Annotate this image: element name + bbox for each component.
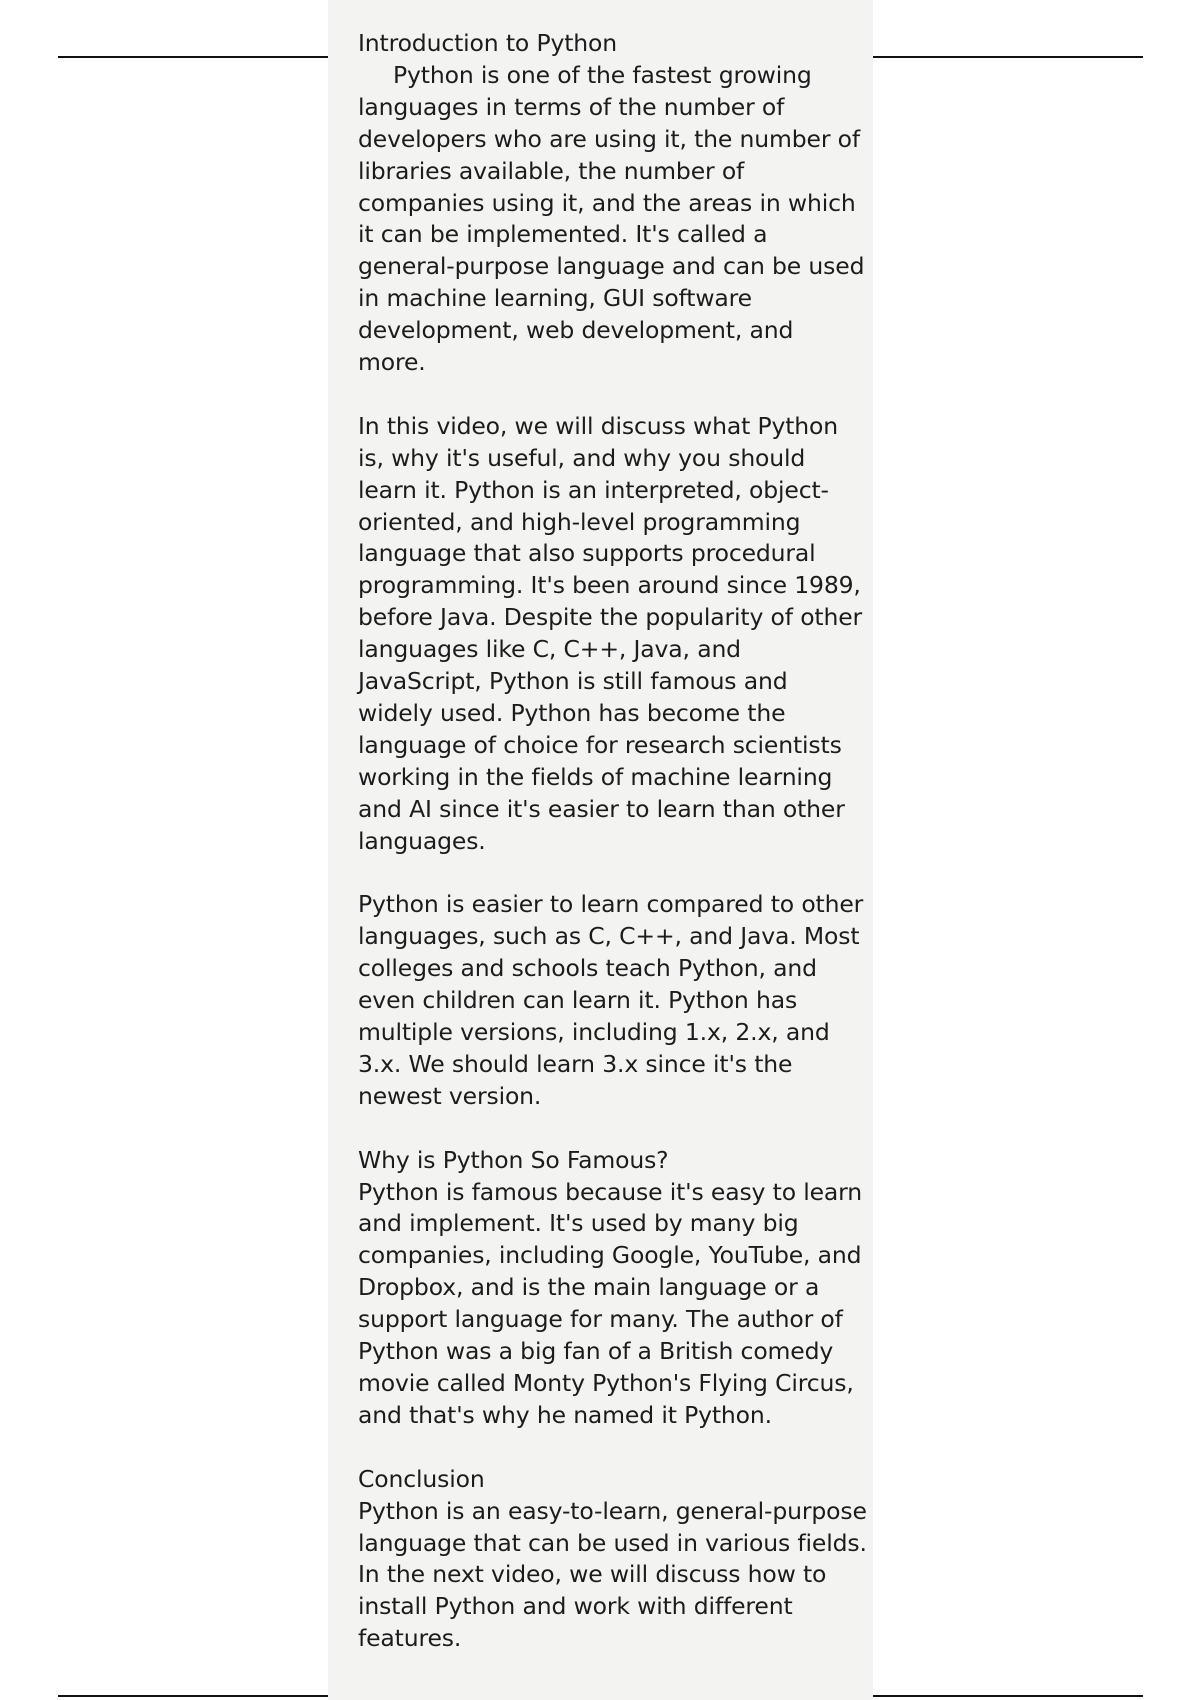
paragraph-video-overview: In this video, we will discuss what Python is, why it's useful, and why you should learn it. Python is an interpreted, object-oriented, and high-level programming language that also supports procedural programming. It's been around since 1989, before Java. Despite the popularity of other languages like C, C++, Java, and JavaScript, Python is still famous and widely used. Python has become the language of choice for research scientists working in the fields of machine learning and AI since it's easier to learn than other languages. [358,411,863,855]
section-body-famous: Python is famous because it's easy to learn and implement. It's used by many big companies, including Google, YouTube, and Dropbox, and is the main language or a support language for many. The author of Python was a big fan of a British comedy movie called Monty Python's Flying Circus, and that's why he named it Python. [358,1177,863,1429]
paragraph-easier-to-learn: Python is easier to learn compared to other languages, such as C, C++, and Java. Most colleges and schools teach Python, and even children can learn it. Python has multiple versions, including 1.x, 2.x, and 3.x. We should learn 3.x since it's the newest version. [358,890,864,1110]
top-right-rule [873,56,1143,58]
document-body [358,28,868,1655]
section-heading-famous: Why is Python So Famous? [358,1145,669,1174]
top-left-rule [58,56,328,58]
section-body-conclusion: Python is an easy-to-learn, general-purpose language that can be used in various fields. In the next video, we will discuss how to install Python and work with different features. [358,1496,867,1653]
intro-paragraph: Python is one of the fastest growing languages in terms of the number of developers who are using it, the number of libraries available, the number of companies using it, and the areas in which it can be implemented. It's called a general-purpose language and can be used in machine learning, GUI software development, web development, and more. [358,60,865,377]
document-title: Introduction to Python [358,29,617,57]
section-heading-conclusion: Conclusion [358,1464,485,1493]
